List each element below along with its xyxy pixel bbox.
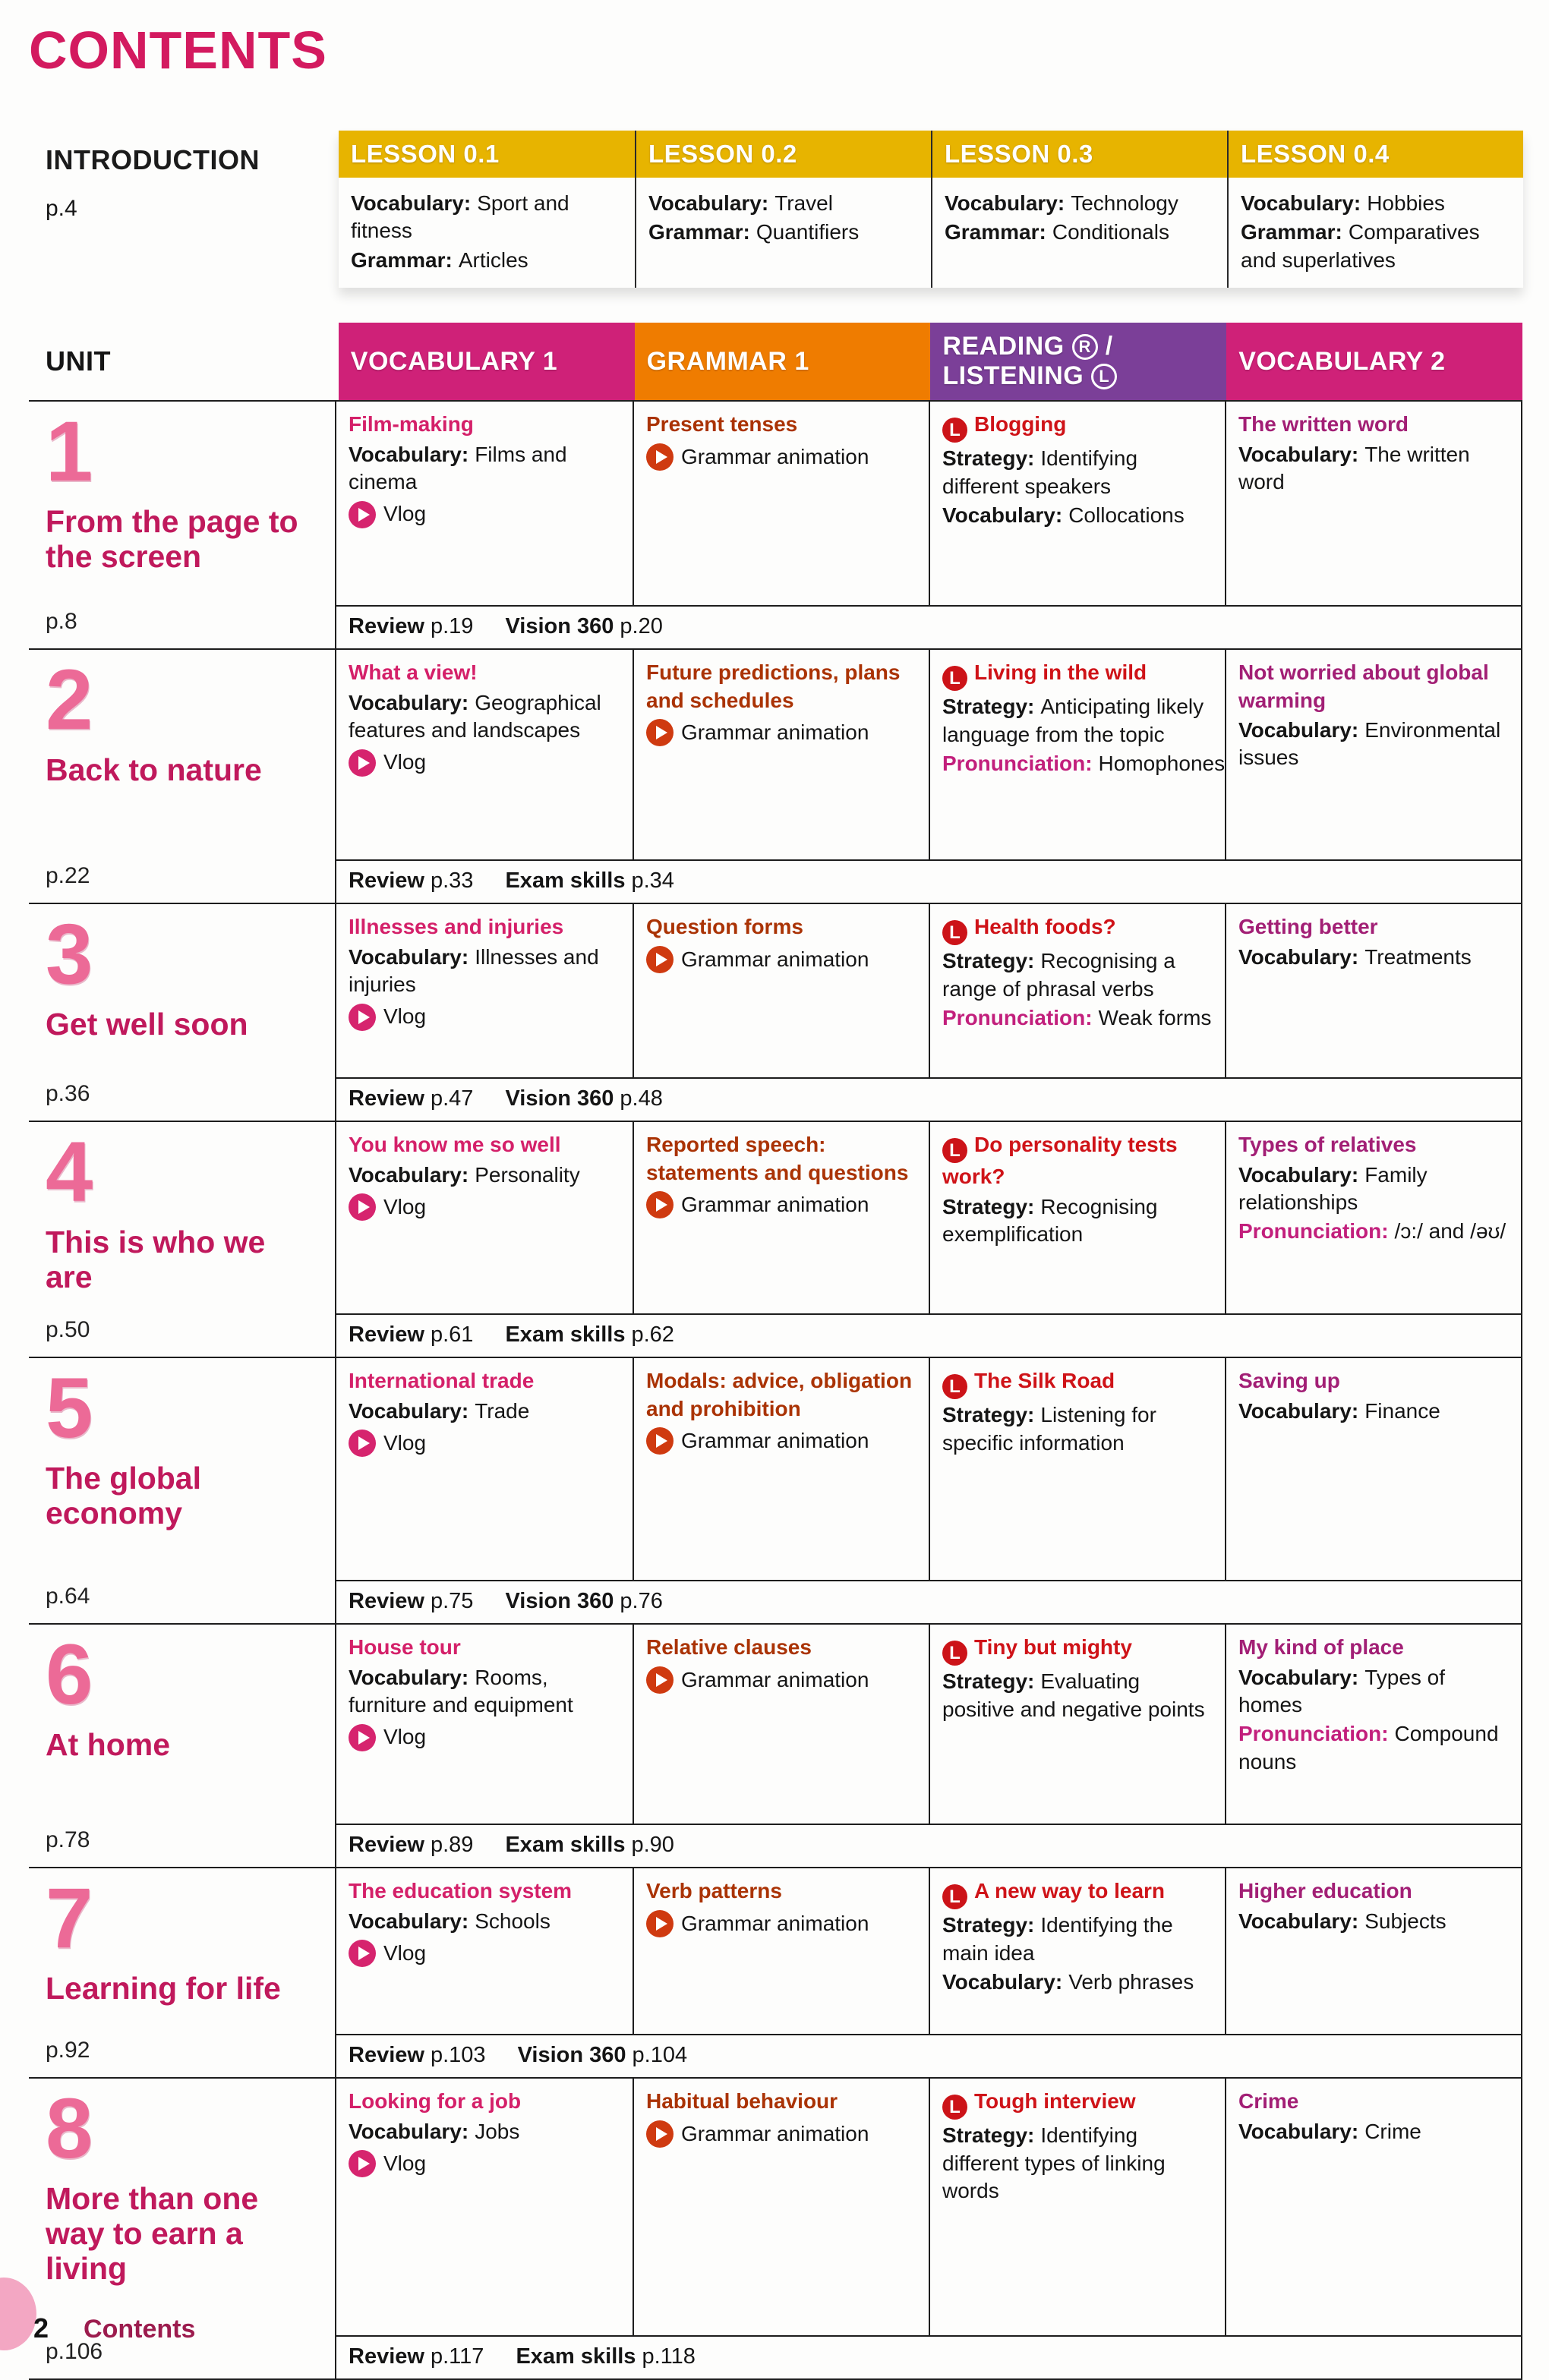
reading-listening-header: READING R / LISTENING L [930,323,1226,400]
unit-info [29,1625,335,1867]
cell-heading: International trade [349,1369,535,1393]
grammar-animation-label: Grammar animation [681,1911,869,1935]
grammar1-cell [633,1358,929,1580]
cell-heading: Not worried about global warming [1238,660,1489,712]
listening-icon: L [942,920,967,945]
unit-row-5 [29,1357,1522,1623]
grammar-label: Grammar: [648,220,750,244]
unit-row-2 [29,648,1522,903]
grammar1-cell [633,402,929,605]
unit-page: p.50 [46,1317,90,1343]
cell-heading: Present tenses [646,412,798,437]
introduction-section [29,131,1549,288]
vocab2-cell: Getting better Vocabulary: Treatments [1225,904,1521,1077]
vlog-label: Vlog [383,1194,427,1218]
play-icon [349,1004,376,1031]
grammar-animation-label: Grammar animation [681,720,869,744]
cell-heading: L A new way to learn [942,1877,1213,1909]
cell-heading: Crime [1238,2089,1299,2114]
unit-column-header: UNIT [46,345,111,377]
vocab1-cell: You know me so well Vocabulary: Personality Vlog [336,1122,633,1313]
vocabulary-value: Sport and fitness [351,191,569,243]
vocab1-cell: House tour Vocabulary: Rooms, furniture and equipment Vlog [336,1625,633,1824]
vocab2-cell: Saving up Vocabulary: Finance [1225,1358,1521,1580]
unit-title: More than one way to earn a living [46,2181,259,2286]
units-table [29,323,1522,2380]
play-icon [646,2120,674,2148]
play-icon [646,946,674,973]
grammar1-cell [633,2079,929,2335]
reading-listening-cell: L Do personality tests work? Strategy: Recognising exemplification [929,1122,1225,1313]
unit-number: 5 [46,1360,93,1456]
unit-page: p.8 [46,609,77,635]
cell-heading: L The Silk Road [942,1367,1213,1399]
vocabulary-value: Technology [1071,191,1178,215]
unit-row-4 [29,1121,1522,1357]
vocab1-cell: Illnesses and injuries Vocabulary: Illnesses and injuries Vlog [336,904,633,1077]
unit-number: 6 [46,1627,93,1723]
unit-number: 1 [46,404,93,500]
unit-info [29,402,335,648]
cell-heading: You know me so well [349,1133,561,1157]
grammar-value: Comparatives and superlatives [1241,220,1480,272]
grammar-animation-label: Grammar animation [681,1428,869,1452]
vlog-label: Vlog [383,750,427,774]
cell-heading: Relative clauses [646,1635,812,1660]
vocabulary-label: Vocabulary: [1241,191,1361,215]
grammar-label: Grammar: [945,220,1046,244]
grammar-value: Conditionals [1052,220,1169,244]
reading-listening-cell: L The Silk Road Strategy: Listening for specific information [929,1358,1225,1580]
review-row: Review p.33 Exam skills p.34 [336,859,1521,903]
vlog-label: Vlog [383,1430,427,1455]
review-row: Review p.103 Vision 360 p.104 [336,2034,1521,2077]
vocab1-cell: What a view! Vocabulary: Geographical features and landscapes Vlog [336,650,633,859]
lesson-column-0-3 [931,131,1227,288]
vocabulary-value: Hobbies [1367,191,1445,215]
vlog-label: Vlog [383,2151,427,2175]
introduction-label: INTRODUCTION [46,144,260,175]
reading-listening-cell: L A new way to learn Strategy: Identifying the main idea Vocabulary: Verb phrases [929,1868,1225,2034]
unit-title: Learning for life [46,1971,281,2006]
grammar-animation-label: Grammar animation [681,1667,869,1691]
unit-number: 4 [46,1124,93,1220]
play-icon [646,1427,674,1455]
cell-heading: Reported speech: statements and questions [646,1133,909,1184]
unit-page: p.92 [46,2038,90,2063]
unit-page: p.36 [46,1081,90,1107]
cell-heading: L Blogging [942,411,1213,443]
play-icon [646,1191,674,1218]
unit-number: 3 [46,906,93,1002]
vlog-label: Vlog [383,1940,427,1965]
vocabulary-value: Travel [774,191,833,215]
listening-icon: L [942,1138,967,1163]
introduction-info [29,131,339,288]
grammar-animation-label: Grammar animation [681,947,869,971]
cell-heading: What a view! [349,660,478,685]
reading-listening-cell: L Health foods? Strategy: Recognising a range of phrasal verbs Pronunciation: Weak forms [929,904,1225,1077]
grammar-value: Quantifiers [756,220,860,244]
vocab2-cell: Higher education Vocabulary: Subjects [1225,1868,1521,2034]
cell-heading: L Health foods? [942,913,1213,945]
cell-heading: Looking for a job [349,2089,522,2114]
unit-title: Back to nature [46,752,262,788]
cell-heading: Film-making [349,412,474,437]
review-row: Review p.19 Vision 360 p.20 [336,605,1521,648]
unit-info [29,650,335,903]
unit-title: The global economy [46,1461,201,1531]
listening-icon: L [942,666,967,691]
vocab2-cell: Not worried about global warming Vocabulary: Environmental issues [1225,650,1521,859]
unit-row-7 [29,1867,1522,2077]
play-icon [349,501,376,528]
reading-circle-icon: R [1072,334,1098,360]
unit-page: p.106 [46,2339,103,2365]
page-footer [33,2312,195,2344]
lesson-header: LESSON 0.4 [1229,131,1523,178]
unit-row-8 [29,2077,1522,2380]
cell-heading: Habitual behaviour [646,2089,838,2114]
grammar1-cell [633,1122,929,1313]
cell-heading: L Living in the wild [942,659,1213,691]
unit-row-1 [29,400,1522,648]
grammar-label: Grammar: [1241,220,1342,244]
cell-heading: Question forms [646,915,803,939]
lesson-header: LESSON 0.3 [932,131,1227,178]
play-icon [349,749,376,777]
cell-heading: The written word [1238,412,1409,437]
play-icon [646,1666,674,1694]
introduction-page: p.4 [46,196,77,221]
grammar1-cell [633,1625,929,1824]
grammar1-cell [633,904,929,1077]
cell-heading: Verb patterns [646,1879,782,1903]
unit-page: p.64 [46,1584,90,1609]
lesson-column-0-4 [1227,131,1523,288]
unit-number: 7 [46,1871,93,1966]
cell-heading: Modals: advice, obligation and prohibition [646,1369,913,1420]
listening-icon: L [942,1884,967,1909]
unit-row-6 [29,1623,1522,1867]
unit-title: Get well soon [46,1007,248,1042]
review-row: Review p.47 Vision 360 p.48 [336,1077,1521,1121]
listening-icon: L [942,1641,967,1666]
unit-title: At home [46,1727,170,1763]
listening-icon: L [942,418,967,443]
unit-number: 2 [46,652,93,748]
unit-row-3 [29,903,1522,1121]
play-icon [646,719,674,746]
cell-heading: Getting better [1238,915,1378,939]
footer-page-number: 2 [33,2312,49,2344]
grammar1-cell [633,650,929,859]
vocabulary-label: Vocabulary: [945,191,1065,215]
grammar-label: Grammar: [351,247,453,272]
vocab1-cell: Film-making Vocabulary: Films and cinema Vlog [336,402,633,605]
unit-info [29,1122,335,1357]
cell-heading: Higher education [1238,1879,1412,1903]
cell-heading: Future predictions, plans and schedules [646,660,901,712]
review-row: Review p.89 Exam skills p.90 [336,1824,1521,1867]
reading-listening-cell: L Living in the wild Strategy: Anticipating likely language from the topic Pronunciation: Homophones [929,650,1225,859]
vocab2-cell: Types of relatives Vocabulary: Family relationships Pronunciation: /ɔ:/ and /əʊ/ [1225,1122,1521,1313]
reading-listening-cell: L Tiny but mighty Strategy: Evaluating positive and negative points [929,1625,1225,1824]
cell-heading: L Tough interview [942,2088,1213,2120]
lesson-header: LESSON 0.2 [636,131,931,178]
vlog-label: Vlog [383,502,427,526]
reading-listening-cell: L Blogging Strategy: Identifying different speakers Vocabulary: Collocations [929,402,1225,605]
unit-title: From the page to the screen [46,504,298,575]
play-icon [349,1430,376,1457]
play-icon [349,1940,376,1967]
vocab2-cell: My kind of place Vocabulary: Types of homes Pronunciation: Compound nouns [1225,1625,1521,1824]
play-icon [349,1724,376,1751]
unit-number: 8 [46,2081,93,2177]
cell-heading: Illnesses and injuries [349,915,564,939]
listening-icon: L [942,2095,967,2120]
lesson-column-0-2 [635,131,931,288]
listening-icon: L [942,1374,967,1399]
cell-heading: My kind of place [1238,1635,1404,1660]
vocab2-cell: Crime Vocabulary: Crime [1225,2079,1521,2335]
grammar-animation-label: Grammar animation [681,444,869,468]
vlog-label: Vlog [383,1725,427,1749]
footer-section-label: Contents [84,2315,196,2344]
grammar-value: Articles [458,247,528,272]
grammar1-header: GRAMMAR 1 [635,323,931,400]
lesson-column-0-1 [339,131,635,288]
intro-lessons-table [339,131,1523,288]
table-header-row [29,323,1522,400]
unit-page: p.22 [46,863,90,889]
play-icon [349,1193,376,1221]
cell-heading: House tour [349,1635,461,1660]
unit-info [29,904,335,1121]
grammar1-cell [633,1868,929,2034]
vocab1-cell: International trade Vocabulary: Trade Vlog [336,1358,633,1580]
cell-heading: L Do personality tests work? [942,1133,1178,1189]
vlog-label: Vlog [383,1004,427,1029]
review-row: Review p.61 Exam skills p.62 [336,1313,1521,1357]
vocabulary-label: Vocabulary: [351,191,472,215]
page-title: CONTENTS [29,20,327,80]
unit-title: This is who we are [46,1225,266,1295]
unit-page: p.78 [46,1827,90,1853]
listening-circle-icon: L [1091,364,1117,389]
cell-heading: Types of relatives [1238,1133,1417,1157]
vocab1-cell: Looking for a job Vocabulary: Jobs Vlog [336,2079,633,2335]
review-row: Review p.117 Exam skills p.118 [336,2335,1521,2378]
reading-listening-cell: L Tough interview Strategy: Identifying different types of linking words [929,2079,1225,2335]
play-icon [349,2150,376,2177]
vocabulary1-header: VOCABULARY 1 [339,323,635,400]
vocabulary-label: Vocabulary: [648,191,769,215]
vocab1-cell: The education system Vocabulary: Schools Vlog [336,1868,633,2034]
lesson-header: LESSON 0.1 [339,131,635,178]
unit-info [29,1358,335,1623]
grammar-animation-label: Grammar animation [681,2121,869,2145]
unit-info [29,1868,335,2077]
cell-heading: The education system [349,1879,573,1903]
cell-heading: Saving up [1238,1369,1340,1393]
grammar-animation-label: Grammar animation [681,1192,869,1216]
review-row: Review p.75 Vision 360 p.76 [336,1580,1521,1623]
vocabulary2-header: VOCABULARY 2 [1226,323,1522,400]
vocab2-cell: The written word Vocabulary: The written word [1225,402,1521,605]
play-icon [646,1910,674,1937]
cell-heading: L Tiny but mighty [942,1634,1213,1666]
play-icon [646,443,674,471]
